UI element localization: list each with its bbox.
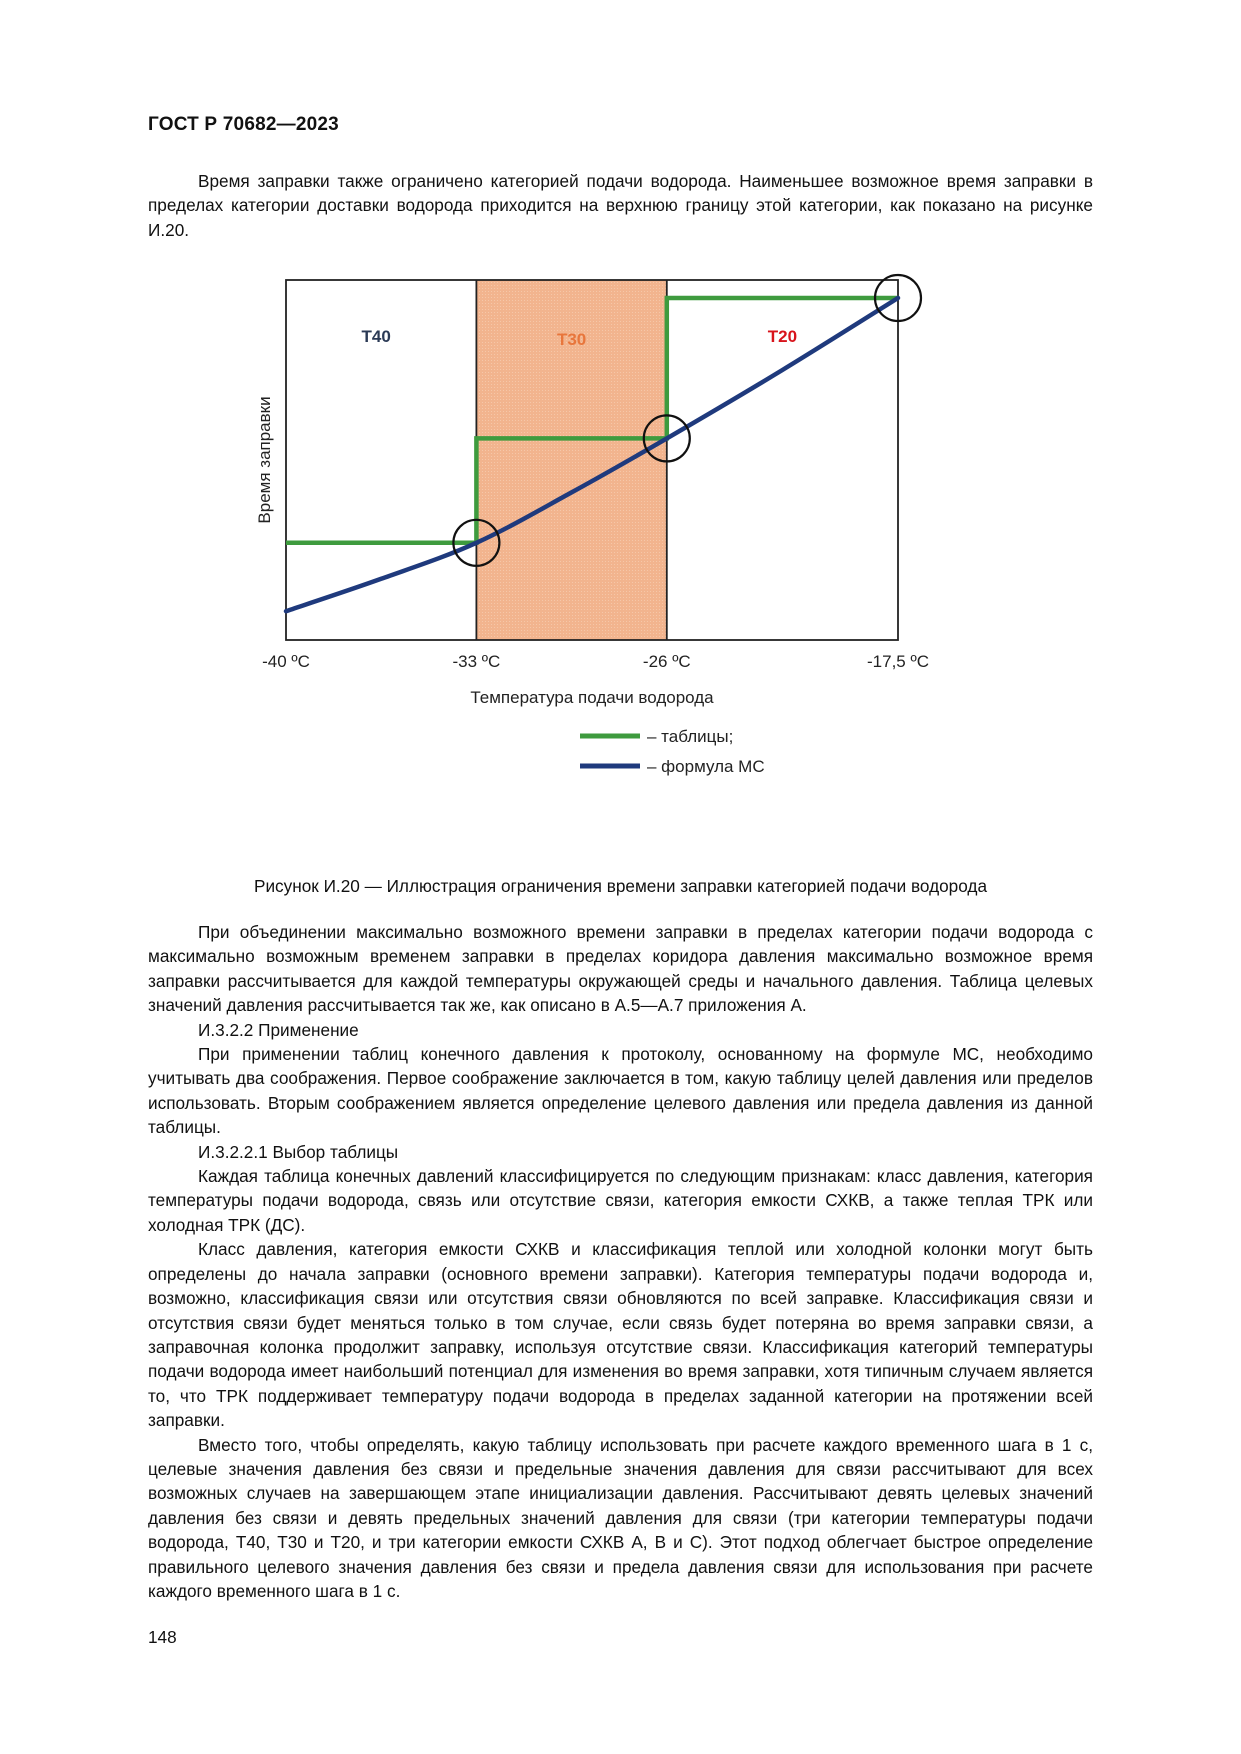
region-label-t40: T40 — [361, 327, 391, 346]
body-paragraph: При объединении максимально возможного времени заправки в пределах категории подачи водорода с максимально возможным временем заправки в пределах коридора давления максимально возможное время заправки рассчитывается для каждой температуры окружающей среды и начального давления. Таблица целевых значений давления рассчитывается так же, как описано в А.5—А.7 приложения А. — [148, 922, 1093, 1016]
x-tick-label: -17,5 ºC — [867, 652, 929, 671]
x-axis-label: Температура подачи водорода — [470, 688, 714, 707]
figure-chart — [255, 275, 1020, 845]
body-paragraph: При применении таблиц конечного давления к протоколу, основанному на формуле МС, необходимо учитывать два соображения. Первое соображение заключается в том, какую таблицу целей давления или пределов использовать. Вторым соображением является определение целевого давления или предела давления из данной таблицы. — [148, 1044, 1093, 1138]
chart-svg — [255, 275, 1020, 845]
page-number: 148 — [148, 1627, 177, 1647]
x-tick-label: -26 ºC — [642, 652, 691, 671]
intro-text: Время заправки также ограничено категорией подачи водорода. Наименьшее возможное время заправки в пределах категории доставки водорода приходится на верхнюю границу этой категории, как показано на рисунке И.20. — [148, 171, 1093, 240]
figure-caption: Рисунок И.20 — Иллюстрация ограничения времени заправки категорией подачи водорода — [253, 876, 988, 896]
intro-paragraph — [148, 169, 1093, 242]
x-tick-label: -33 ºC — [452, 652, 501, 671]
region-label-t30: T30 — [556, 330, 587, 349]
document-header: ГОСТ Р 70682—2023 — [148, 114, 339, 135]
y-axis-label: Время заправки — [255, 396, 274, 524]
section-heading: И.3.2.2.1 Выбор таблицы — [198, 1141, 399, 1162]
legend-label: – таблицы; — [647, 727, 734, 746]
body-paragraph: Класс давления, категория емкости СХКВ и классификация теплой или холодной колонки могут быть определены до начала заправки (основного времени заправки). Категория температуры подачи водорода и, возможно, классификация связи или отсутствия связи обновляются по всей заправке. Классификация связи и отсутствия связи будет меняться только в том случае, если связь будет потеряна во время заправки связи, а заправочная колонка продолжит заправку, используя отсутствие связи. Классификация категорий температуры подачи водорода имеет наибольший потенциал для изменения во время заправки, хотя типичным случаем является то, что ТРК поддерживает температуру подачи водорода в пределах заданной категории на протяжении всей заправки. — [148, 1239, 1093, 1431]
x-tick-label: -40 ºC — [262, 652, 310, 671]
body-text — [148, 920, 1093, 1603]
region-label-t20: T20 — [767, 327, 798, 346]
body-paragraph: Вместо того, чтобы определять, какую таблицу использовать при расчете каждого временного шага в 1 с, целевые значения давления без связи и предельные значения давления для связи рассчитывают для всех возможных случаев на завершающем этапе инициализации давления. Рассчитывают девять целевых значений давления без связи и девять предельных значений давления для связи (три категории температуры подачи водорода, Т40, Т30 и Т20, и три категории емкости СХКВ А, В и С). Этот подход облегчает быстрое определение правильного целевого значения давления без связи и предела давления связи для использования при расчете каждого временного шага в 1 с. — [148, 1434, 1093, 1601]
body-paragraph: Каждая таблица конечных давлений классифицируется по следующим признакам: класс давления, категория температуры подачи водорода, связь или отсутствие связи, категория емкости СХКВ, а также теплая ТРК или холодная ТРК (ДС). — [148, 1166, 1093, 1235]
section-heading: И.3.2.2 Применение — [198, 1019, 359, 1040]
legend-label: – формула МС — [647, 757, 765, 776]
